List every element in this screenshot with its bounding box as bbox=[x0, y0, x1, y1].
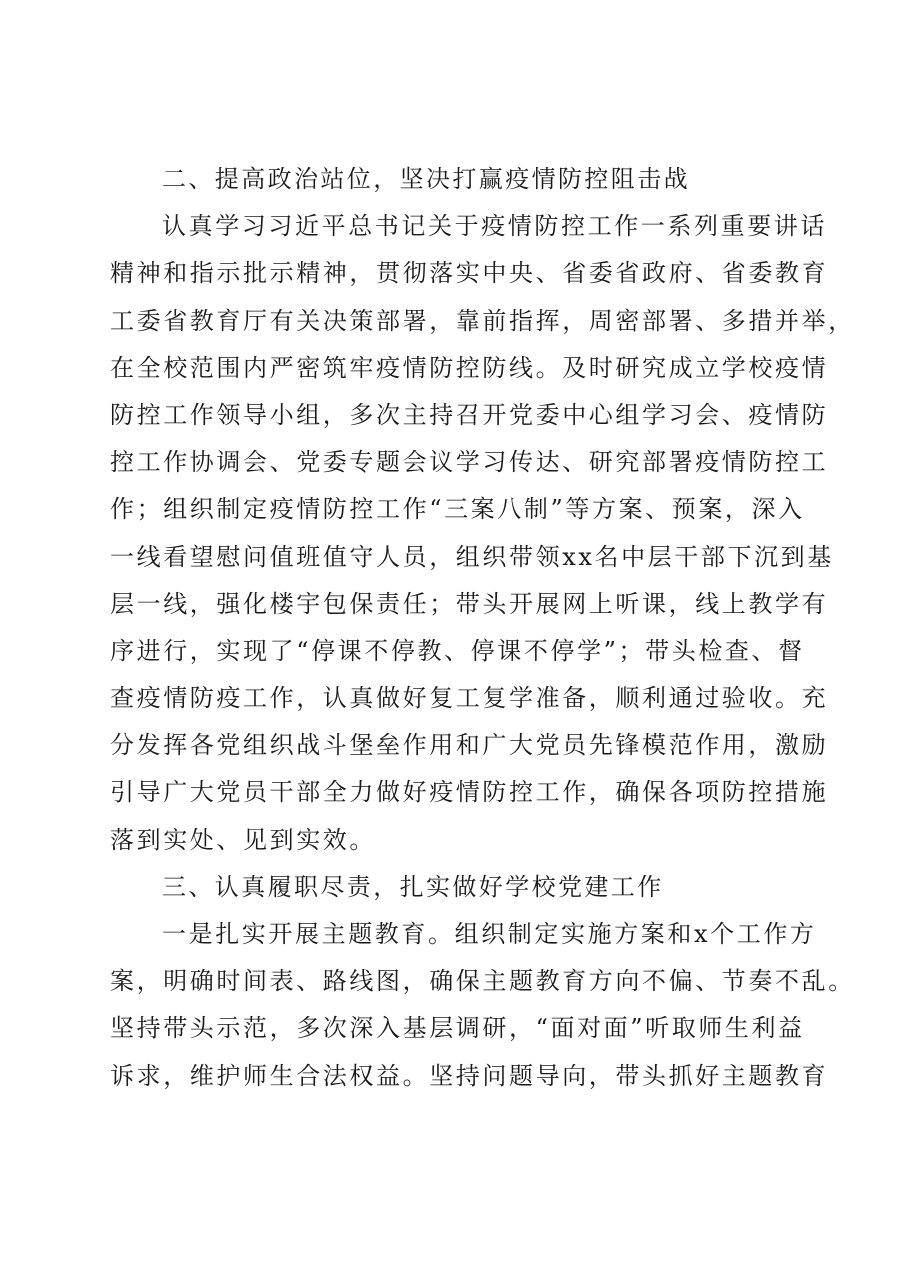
paragraph-line: 在全校范围内严密筑牢疫情防控防线。及时研究成立学校疫情 bbox=[110, 353, 829, 382]
paragraph-line: 案，明确时间表、路线图，确保主题教育方向不偏、节奏不乱。 bbox=[110, 967, 855, 996]
paragraph-line: 防控工作领导小组，多次主持召开党委中心组学习会、疫情防 bbox=[110, 400, 829, 429]
paragraph-line: 序进行，实现了“停课不停教、停课不停学”；带头检查、督 bbox=[110, 636, 805, 665]
paragraph-line: 落到实处、见到实效。 bbox=[110, 825, 376, 854]
paragraph-line: 引导广大党员干部全力做好疫情防控工作，确保各项防控措施 bbox=[110, 778, 829, 807]
paragraph-line: 查疫情防疫工作，认真做好复工复学准备，顺利通过验收。充 bbox=[110, 684, 829, 713]
paragraph-line: 控工作协调会、党委专题会议学习传达、研究部署疫情防控工 bbox=[110, 448, 829, 477]
paragraph-line: 精神和指示批示精神，贯彻落实中央、省委省政府、省委教育 bbox=[110, 259, 829, 288]
paragraph-line: 分发挥各党组织战斗堡垒作用和广大党员先锋模范作用，激励 bbox=[110, 731, 829, 760]
paragraph-line: 工委省教育厅有关决策部署，靠前指挥，周密部署、多措并举， bbox=[110, 306, 855, 335]
paragraph-line: 作；组织制定疫情防控工作“三案八制”等方案、预案，深入 bbox=[110, 495, 805, 524]
paragraph-line: 诉求，维护师生合法权益。坚持问题导向，带头抓好主题教育 bbox=[110, 1061, 829, 1090]
paragraph-line: 层一线，强化楼宇包保责任；带头开展网上听课，线上教学有 bbox=[110, 589, 829, 618]
section-heading: 三、认真履职尽责，扎实做好学校党建工作 bbox=[162, 872, 664, 901]
paragraph-line: 一线看望慰问值班值守人员，组织带领xx名中层干部下沉到基 bbox=[110, 542, 834, 571]
paragraph-line: 一是扎实开展主题教育。组织制定实施方案和x个工作方 bbox=[162, 920, 817, 948]
section-heading: 二、提高政治站位，坚决打赢疫情防控阻击战 bbox=[162, 165, 690, 193]
paragraph-line: 坚持带头示范，多次深入基层调研，“面对面”听取师生利益 bbox=[110, 1014, 805, 1043]
paragraph-line: 认真学习习近平总书记关于疫情防控工作一系列重要讲话 bbox=[162, 212, 827, 241]
